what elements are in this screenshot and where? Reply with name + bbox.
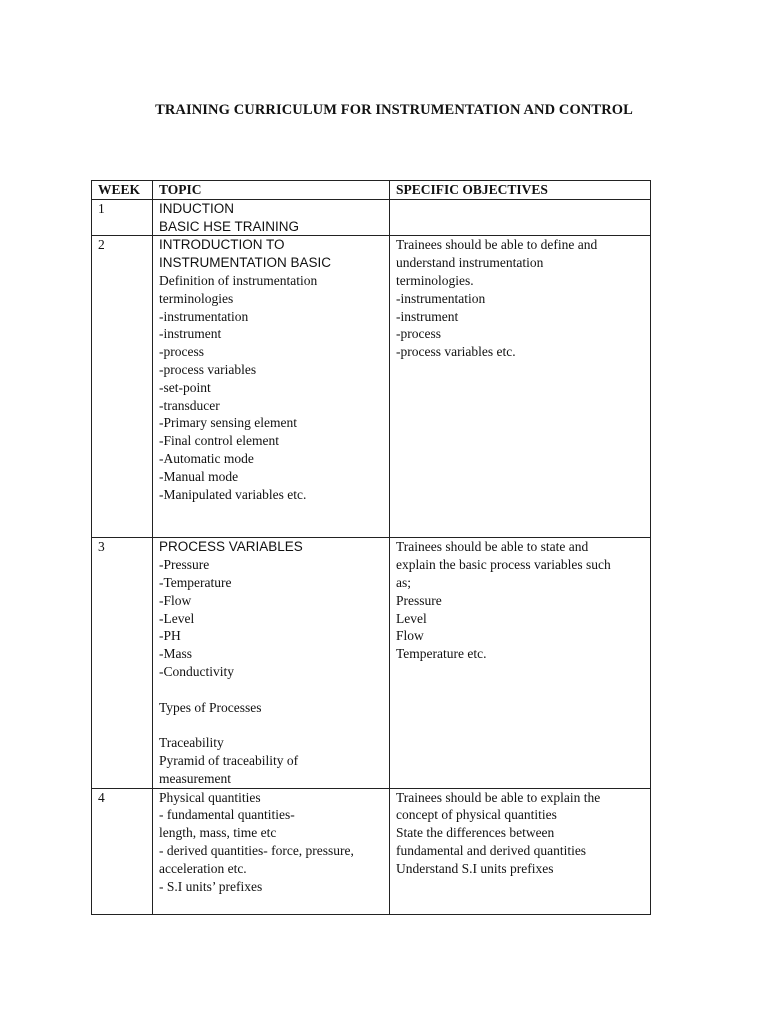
- topic-line: - S.I units’ prefixes: [159, 878, 263, 894]
- topic-line: -Pressure: [159, 557, 210, 573]
- objective-line: Trainees should be able to explain the: [396, 789, 601, 805]
- curriculum-table: [91, 180, 651, 915]
- objective-line: Temperature etc.: [396, 646, 487, 662]
- header-objectives: SPECIFIC OBJECTIVES: [390, 181, 651, 200]
- topic-line: terminologies: [159, 290, 234, 306]
- topic-cell: [153, 788, 390, 914]
- week-cell: 3: [92, 538, 153, 788]
- spacer: [159, 716, 383, 734]
- topic-line: - derived quantities- force, pressure,: [159, 842, 354, 858]
- topic-line: length, mass, time etc: [159, 825, 277, 841]
- objectives-cell: [390, 199, 651, 236]
- topic-line: -Temperature: [159, 574, 232, 590]
- topic-line: Pyramid of traceability of: [159, 752, 299, 768]
- header-week: WEEK: [92, 181, 153, 200]
- week-cell: 4: [92, 788, 153, 914]
- topic-cell: [153, 538, 390, 788]
- topic-line: -process variables: [159, 361, 257, 377]
- topic-line: -PH: [159, 628, 181, 644]
- objective-line: terminologies.: [396, 272, 474, 288]
- topic-line: -Manipulated variables etc.: [159, 486, 307, 502]
- topic-line: -instrument: [159, 326, 222, 342]
- table-row: [92, 236, 651, 538]
- document-title: TRAINING CURRICULUM FOR INSTRUMENTATION AND CONTROL: [155, 102, 633, 118]
- objective-line: -instrumentation: [396, 290, 486, 306]
- header-topic: TOPIC: [153, 181, 390, 200]
- week-cell: 1: [92, 199, 153, 236]
- table-row: [92, 538, 651, 788]
- topic-line: -Mass: [159, 646, 192, 662]
- topic-line: BASIC HSE TRAINING: [159, 218, 300, 234]
- topic-line: -transducer: [159, 397, 220, 413]
- objective-line: Trainees should be able to state and: [396, 539, 589, 555]
- topic-line: PROCESS VARIABLES: [159, 539, 303, 555]
- objective-line: explain the basic process variables such: [396, 557, 611, 573]
- objective-line: State the differences between: [396, 825, 555, 841]
- objective-line: -instrument: [396, 308, 459, 324]
- week-cell: 2: [92, 236, 153, 538]
- topic-cell: [153, 199, 390, 236]
- objective-line: understand instrumentation: [396, 255, 544, 271]
- objective-line: concept of physical quantities: [396, 807, 557, 823]
- topic-line: -Conductivity: [159, 663, 234, 679]
- topic-line: -process: [159, 344, 204, 360]
- table-row: [92, 199, 651, 236]
- topic-line: Types of Processes: [159, 699, 262, 715]
- topic-line: measurement: [159, 770, 231, 786]
- topic-line: Traceability: [159, 735, 224, 751]
- objectives-cell: [390, 236, 651, 538]
- topic-line: -Primary sensing element: [159, 415, 297, 431]
- topic-line: -Manual mode: [159, 468, 239, 484]
- topic-line: -Automatic mode: [159, 450, 254, 466]
- objectives-cell: [390, 788, 651, 914]
- objective-line: -process variables etc.: [396, 344, 516, 360]
- objective-line: Pressure: [396, 592, 442, 608]
- topic-line: -Flow: [159, 592, 192, 608]
- objective-line: Flow: [396, 628, 424, 644]
- topic-cell: [153, 236, 390, 538]
- topic-line: - fundamental quantities-: [159, 807, 295, 823]
- objectives-cell: [390, 538, 651, 788]
- objective-line: Level: [396, 610, 427, 626]
- objective-line: -process: [396, 326, 441, 342]
- topic-line: -instrumentation: [159, 308, 249, 324]
- topic-line: INTRODUCTION TO: [159, 237, 285, 253]
- topic-line: Definition of instrumentation: [159, 272, 318, 288]
- objective-line: Understand S.I units prefixes: [396, 860, 554, 876]
- topic-line: Physical quantities: [159, 789, 261, 805]
- topic-line: -Final control element: [159, 433, 279, 449]
- table-header-row: [92, 181, 651, 200]
- topic-line: INSTRUMENTATION BASIC: [159, 255, 332, 271]
- objective-line: as;: [396, 574, 411, 590]
- objective-line: Trainees should be able to define and: [396, 237, 598, 253]
- topic-line: INDUCTION: [159, 200, 234, 216]
- topic-line: acceleration etc.: [159, 860, 247, 876]
- topic-line: -Level: [159, 610, 195, 626]
- spacer: [159, 681, 383, 699]
- table-row: [92, 788, 651, 914]
- topic-line: -set-point: [159, 379, 211, 395]
- objective-line: fundamental and derived quantities: [396, 842, 587, 858]
